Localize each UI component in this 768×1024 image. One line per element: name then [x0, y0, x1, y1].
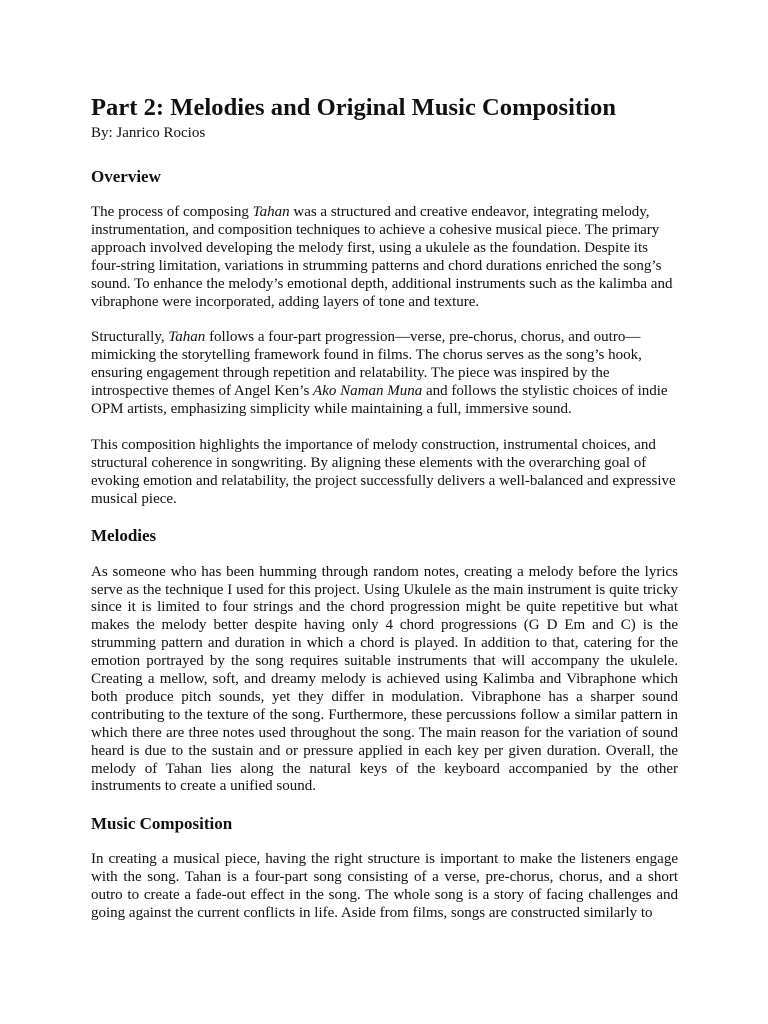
song-title-emphasis: Tahan: [168, 329, 206, 346]
melodies-paragraph-1: As someone who has been humming through random notes, creating a melody before the lyrics serve as the technique I used for this project. Using Ukulele as the main instrument is quite tricky since it is limited to four strings and the chord progression might be quite repetitive but what makes the melody better despite having only 4 chord progressions (G D Em and C) is the strumming pattern and duration in which a chord is played. In addition to that, catering for the emotion portrayed by the song requires suitable instruments that will accompany the ukulele. Creating a mellow, soft, and dreamy melody is achieved using Kalimba and Vibraphone which both produce pitch sounds, yet they differ in modulation. Vibraphone has a sharper sound contributing to the texture of the song. Furthermore, these percussions follow a similar pattern in which there are three notes used throughout the song. The main reason for the variation of sound heard is due to the sustain and or pressure applied in each key per given duration. Overall, the melody of Tahan lies along the natural keys of the keyboard accompanied by the other instruments to create a unified sound.: [91, 563, 678, 795]
section-heading-overview: Overview: [91, 167, 161, 186]
text-run: Structurally,: [91, 329, 169, 346]
section-heading-melodies: Melodies: [91, 525, 157, 545]
text-run: follows a four-part progression—verse, pre-chorus, chorus, and outro—mimicking the storytelling framework found in films. The chorus serves as the song’s hook, ensuring engagement through repetition and relatability. The piece was inspired by the introspective themes of Angel Ken’s: [91, 329, 642, 400]
section-heading-music-composition: Music Composition: [91, 814, 233, 834]
overview-paragraph-2: [91, 329, 678, 419]
text-run: was a structured and creative endeavor, integrating melody, instrumentation, and composition techniques to achieve a cohesive musical piece. The primary approach involved developing the melody first, using a ukulele as the foundation. Despite its four-string limitation, variations in strumming patterns and chord durations enriched the song’s sound. To enhance the melody’s emotional depth, additional instruments such as the kalimba and vibraphone were incorporated, adding layers of tone and texture.: [91, 204, 673, 310]
reference-song-emphasis: Ako Naman Muna: [313, 383, 423, 400]
overview-paragraph-1: [91, 204, 678, 311]
overview-paragraph-3: This composition highlights the importance of melody construction, instrumental choices, and structural coherence in songwriting. By aligning these elements with the overarching goal of evoking emotion and relatability, the project successfully delivers a well-balanced and expressive musical piece.: [91, 436, 676, 507]
music-composition-paragraph-1: In creating a musical piece, having the right structure is important to make the listeners engage with the song. Tahan is a four-part song consisting of a verse, pre-chorus, chorus, and a short outro to create a fade-out effect in the song. The whole song is a story of facing challenges and going against the current conflicts in life. Aside from films, songs are constructed similarly to: [91, 851, 678, 922]
document-page: [91, 92, 678, 923]
document-title: Part 2: Melodies and Original Music Composition: [91, 94, 617, 121]
author-byline: By: Janrico Rocios: [91, 125, 206, 141]
text-run: and follows the stylistic choices of indie OPM artists, emphasizing simplicity while maintaining a full, immersive sound.: [91, 383, 668, 418]
song-title-emphasis: Tahan: [252, 204, 290, 220]
text-run: The process of composing: [91, 204, 253, 220]
